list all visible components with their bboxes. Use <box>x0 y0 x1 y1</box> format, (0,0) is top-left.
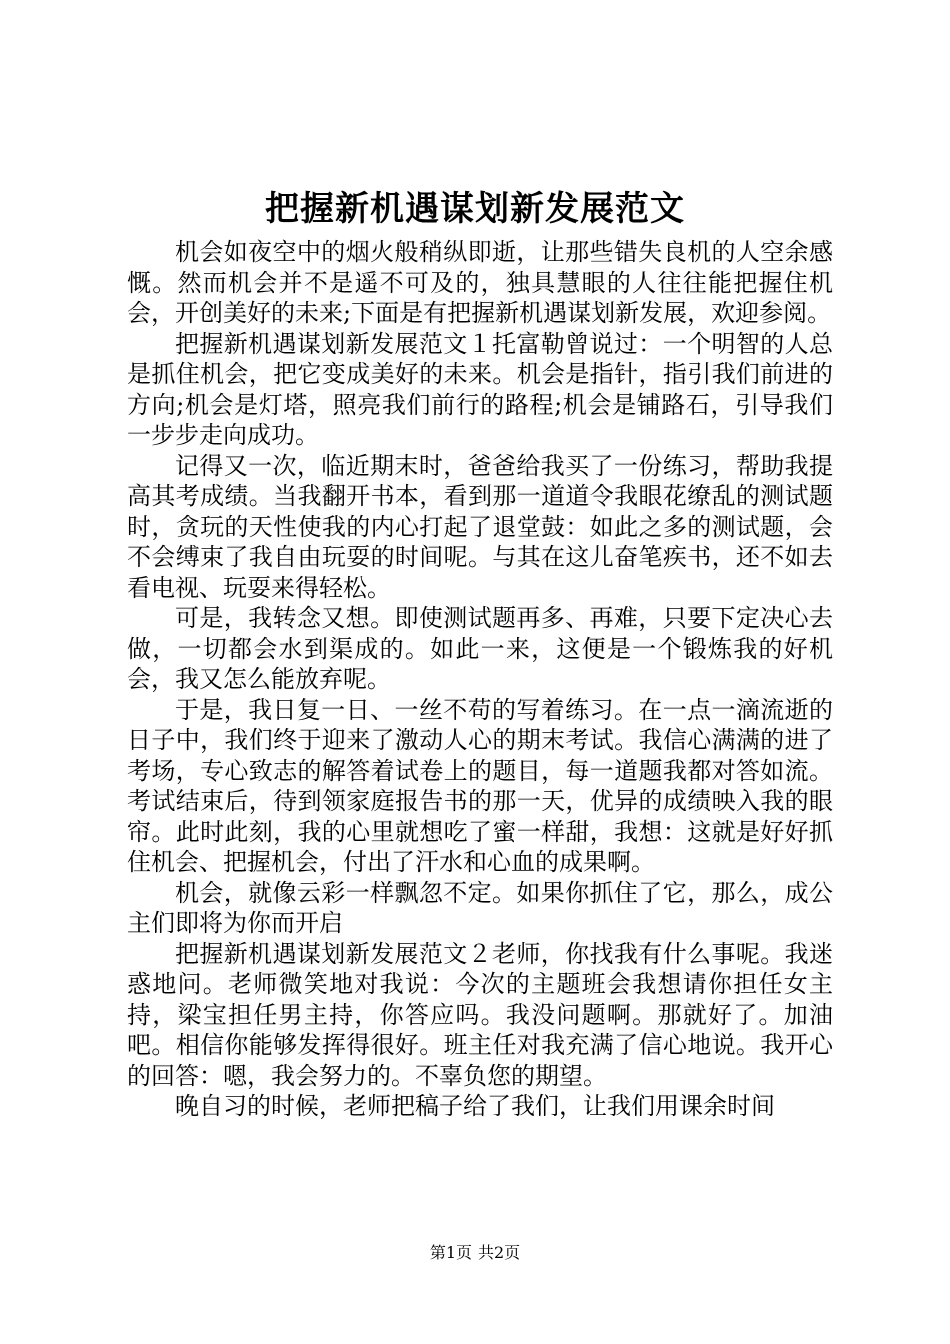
document-body <box>127 237 833 1122</box>
paragraph-result: 于是，我日复一日、一丝不苟的写着练习。在一点一滴流逝的日子中，我们终于迎来了激动人心的期末考试。我信心满满的进了考场，专心致志的解答着试卷上的题目，每一道题我都对答如流。考试结束后，待到领家庭报告书的那一天，优异的成绩映入我的眼帘。此时此刻，我的心里就想吃了蜜一样甜，我想：这就是好好抓住机会、把握机会，付出了汗水和心血的成果啊。 <box>127 695 833 876</box>
paragraph-reconsider: 可是，我转念又想。即使测试题再多、再难，只要下定决心去做，一切都会水到渠成的。如此一来，这便是一个锻炼我的好机会，我又怎么能放弃呢。 <box>127 604 833 693</box>
paragraph-conclusion: 机会，就像云彩一样飘忽不定。如果你抓住了它，那么，成公主们即将为你而开启 <box>127 878 833 937</box>
paragraph-essay-1: 把握新机遇谋划新发展范文１托富勒曾说过：一个明智的人总是抓住机会，把它变成美好的未来。机会是指针，指引我们前进的方向;机会是灯塔，照亮我们前行的路程;机会是铺路石，引导我们一步步走向成功。 <box>127 329 833 449</box>
page-total: 共2页 <box>478 1243 521 1262</box>
paragraph-memory: 记得又一次，临近期末时，爸爸给我买了一份练习，帮助我提高其考成绩。当我翻开书本，看到那一道道令我眼花缭乱的测试题时，贪玩的天性使我的内心打起了退堂鼓：如此之多的测试题，会不会缚束了我自由玩耍的时间呢。与其在这儿奋笔疾书，还不如去看电视、玩耍来得轻松。 <box>127 451 833 602</box>
page-footer <box>0 1243 950 1263</box>
page-number: 第1页 <box>429 1243 472 1262</box>
paragraph-intro: 机会如夜空中的烟火般稍纵即逝，让那些错失良机的人空余感慨。然而机会并不是遥不可及的，独具慧眼的人往往能把握住机会，开创美好的未来;下面是有把握新机遇谋划新发展，欢迎参阅。 <box>127 238 833 327</box>
paragraph-evening: 晚自习的时候，老师把稿子给了我们，让我们用课余时间 <box>175 1092 775 1120</box>
page-title: 把握新机遇谋划新发展范文 <box>265 189 685 229</box>
paragraph-essay-2: 把握新机遇谋划新发展范文２老师，你找我有什么事呢。我迷惑地问。老师微笑地对我说：今次的主题班会我想请你担任女主持，梁宝担任男主持，你答应吗。我没问题啊。那就好了。加油吧。相信你能够发挥得很好。班主任对我充满了信心地说。我开心的回答：嗯，我会努力的。不辜负您的期望。 <box>127 939 833 1090</box>
